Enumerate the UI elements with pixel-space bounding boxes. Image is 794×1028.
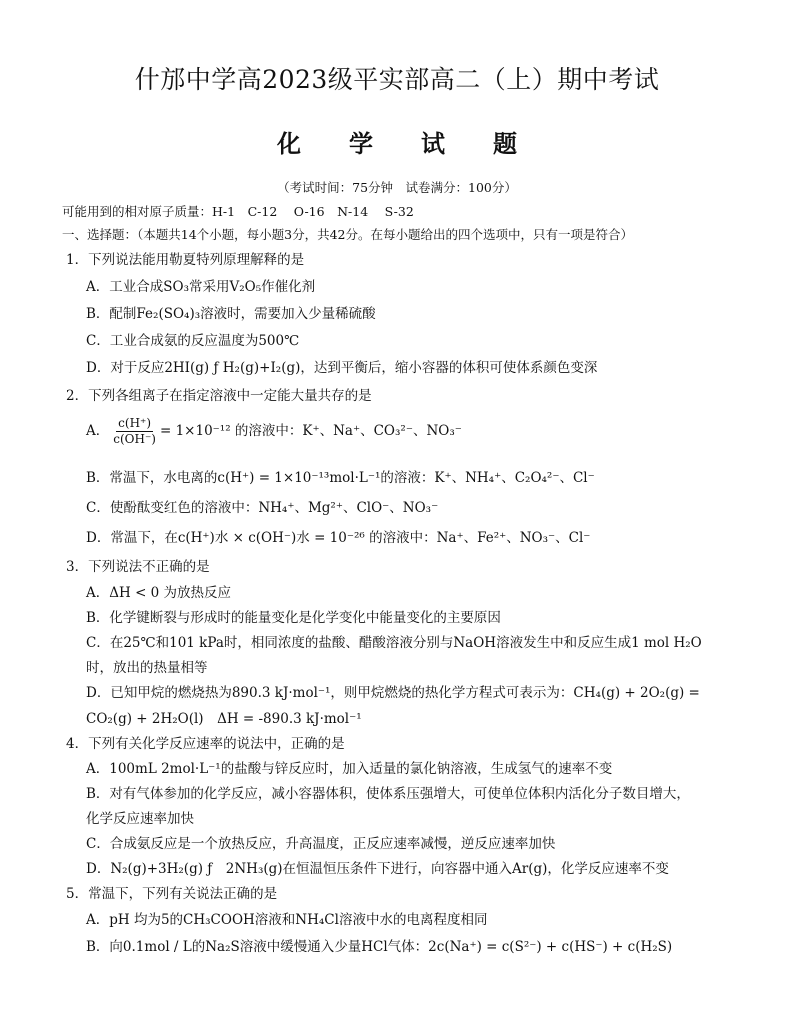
question-3-stem: 3．下列说法不正确的是	[66, 559, 210, 575]
question-3-option-c-cont: 时，放出的热量相等	[86, 660, 208, 676]
question-4-option-c: C．合成氨反应是一个放热反应，升高温度，正反应速率减慢，逆反应速率加快	[86, 836, 556, 852]
subject-char: 化	[277, 129, 301, 158]
question-2-option-d: D．常温下，在c(H⁺)水 × c(OH⁻)水 = 10⁻²⁶ 的溶液中：Na⁺、Fe²⁺、NO₃⁻、Cl⁻	[86, 530, 591, 546]
question-1-stem: 1．下列说法能用勒夏特列原理解释的是	[66, 252, 305, 268]
option-a-text: = 1×10⁻¹² 的溶液中：K⁺、Na⁺、CO₃²⁻、NO₃⁻	[159, 423, 462, 439]
question-4-option-b: B．对有气体参加的化学反应，减小容器体积，使体系压强增大，可使单位体积内活化分子数目增大，	[86, 786, 690, 802]
fraction-denominator: c(OH⁻)	[113, 432, 156, 446]
question-2-option-c: C．使酚酞变红色的溶液中：NH₄⁺、Mg²⁺、ClO⁻、NO₃⁻	[86, 500, 439, 516]
question-1-option-d: D．对于反应2HI(g) ƒ H₂(g)+I₂(g)，达到平衡后，缩小容器的体积可使体系颜色变深	[86, 360, 598, 376]
question-4-option-d: D．N₂(g)+3H₂(g) ƒ 2NH₃(g)在恒温恒压条件下进行，向容器中通入Ar(g)，化学反应速率不变	[86, 861, 669, 877]
question-5-option-a: A．pH 均为5的CH₃COOH溶液和NH₄Cl溶液中水的电离程度相同	[86, 912, 488, 928]
exam-title: 什邡中学高2023级平实部高二（上）期中考试	[134, 65, 660, 94]
question-5-stem: 5．常温下，下列有关说法正确的是	[66, 886, 278, 902]
question-1-option-a: A．工业合成SO₃常采用V₂O₅作催化剂	[86, 279, 316, 295]
question-2-option-b: B．常温下，水电离的c(H⁺) = 1×10⁻¹³mol·L⁻¹的溶液：K⁺、NH₄⁺、C₂O₄²⁻、Cl⁻	[86, 470, 595, 486]
question-1-option-c: C．工业合成氨的反应温度为500℃	[86, 333, 300, 349]
question-5-option-b: B．向0.1mol / L的Na₂S溶液中缓慢通入少量HCl气体：2c(Na⁺) = c(S²⁻) + c(HS⁻) + c(H₂S)	[86, 939, 673, 955]
question-3-option-c: C．在25℃和101 kPa时，相同浓度的盐酸、醋酸溶液分别与NaOH溶液发生中和反应生成1 mol H₂O	[86, 635, 702, 651]
subject-char: 学	[349, 129, 373, 158]
question-4-option-b-cont: 化学反应速率加快	[86, 811, 194, 827]
subject-char: 题	[493, 129, 517, 158]
question-4-stem: 4．下列有关化学反应速率的说法中，正确的是	[66, 736, 345, 752]
section-heading: 一、选择题：（本题共14个小题，每小题3分，共42分。在每小题给出的四个选项中，只有一项是符合）	[62, 227, 634, 242]
question-2-option-a	[86, 414, 462, 448]
question-3-option-d-cont: CO₂(g) + 2H₂O(l) ΔH = -890.3 kJ·mol⁻¹	[86, 711, 362, 727]
concentration-fraction	[111, 416, 158, 447]
question-4-option-a: A．100mL 2mol·L⁻¹的盐酸与锌反应时，加入适量的氯化钠溶液，生成氢气的速率不变	[86, 761, 613, 777]
question-1-option-b: B．配制Fe₂(SO₄)₃溶液时，需要加入少量稀硫酸	[86, 306, 376, 322]
exam-info: （考试时间：75分钟 试卷满分：100分）	[277, 180, 517, 195]
subject-char: 试	[421, 129, 445, 158]
question-3-option-d: D．已知甲烷的燃烧热为890.3 kJ·mol⁻¹，则甲烷燃烧的热化学方程式可表示为：CH₄(g) + 2O₂(g) =	[86, 685, 700, 701]
option-a-label: A．	[86, 423, 110, 439]
question-3-option-b: B．化学键断裂与形成时的能量变化是化学变化中能量变化的主要原因	[86, 610, 501, 626]
question-2-stem: 2．下列各组离子在指定溶液中一定能大量共存的是	[66, 388, 372, 404]
fraction-numerator: c(H⁺)	[118, 416, 152, 430]
atomic-masses: 可能用到的相对原子质量：H-1 C-12 O-16 N-14 S-32	[62, 204, 414, 219]
question-3-option-a: A．ΔH < 0 为放热反应	[86, 585, 232, 601]
subject-title	[0, 124, 794, 159]
